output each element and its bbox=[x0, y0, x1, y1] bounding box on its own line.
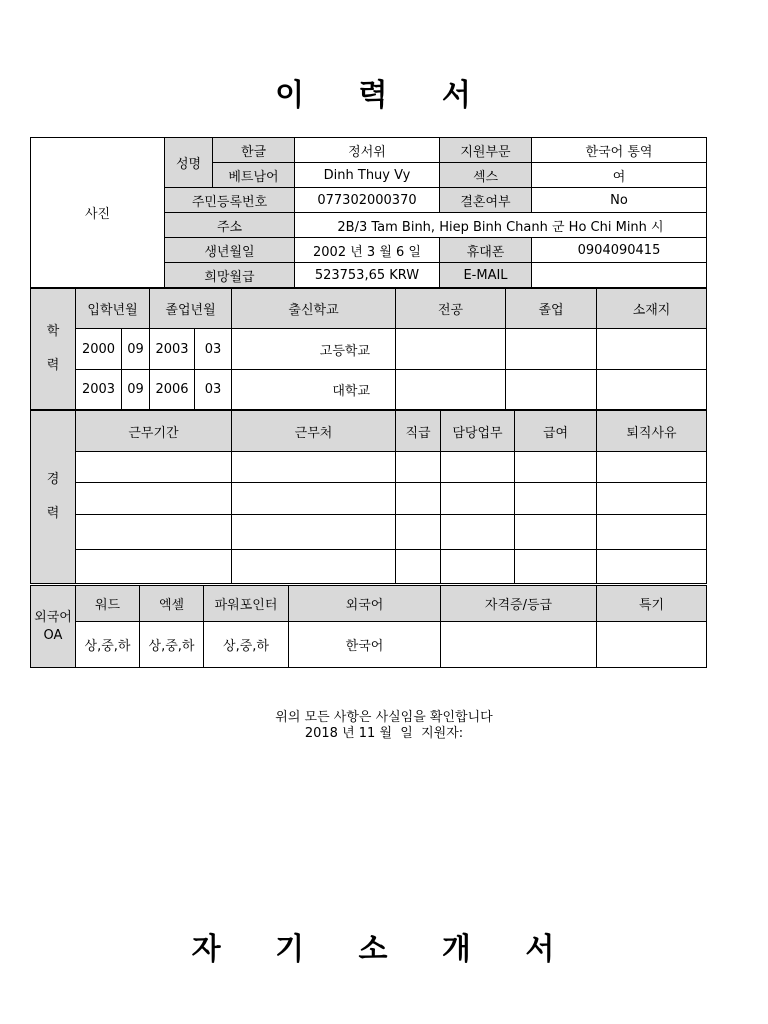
document-title: 이 력 서 bbox=[275, 78, 493, 113]
edu-row2-in-month: 09 bbox=[122, 370, 150, 410]
career-header-salary: 급여 bbox=[515, 411, 597, 452]
career-table bbox=[30, 410, 707, 584]
skills-header-specialty: 특기 bbox=[597, 586, 707, 622]
birth-label: 생년월일 bbox=[165, 238, 295, 263]
career-header-duty: 담당업무 bbox=[441, 411, 515, 452]
salary-label: 희망월급 bbox=[165, 263, 295, 288]
name-label: 성명 bbox=[165, 138, 213, 188]
married-value: No bbox=[532, 188, 707, 213]
self-introduction-title: 자 기 소 개 서 bbox=[191, 932, 577, 967]
skills-excel-value: 상,중,하 bbox=[140, 622, 204, 668]
edu-row2-graduated bbox=[506, 370, 597, 410]
phone-value: 0904090415 bbox=[532, 238, 707, 263]
email-value bbox=[532, 263, 707, 288]
skills-section-label bbox=[31, 586, 76, 668]
skills-header-certificate: 자격증/등급 bbox=[441, 586, 597, 622]
career-header-company: 근무처 bbox=[232, 411, 396, 452]
edu-header-grad: 졸업년월 bbox=[150, 289, 232, 329]
skills-header-language: 외국어 bbox=[289, 586, 441, 622]
skills-header-excel: 엑셀 bbox=[140, 586, 204, 622]
hangul-label: 한글 bbox=[213, 138, 295, 163]
edu-row1-major bbox=[396, 329, 506, 370]
skills-certificate-value bbox=[441, 622, 597, 668]
edu-row1-graduated bbox=[506, 329, 597, 370]
edu-header-graduated: 졸업 bbox=[506, 289, 597, 329]
skills-header-word: 워드 bbox=[76, 586, 140, 622]
education-label-1: 학 bbox=[46, 324, 60, 339]
id-value: 077302000370 bbox=[295, 188, 440, 213]
address-label: 주소 bbox=[165, 213, 295, 238]
name-korean: 정서위 bbox=[295, 138, 440, 163]
education-table bbox=[30, 288, 707, 410]
dept-value: 한국어 통역 bbox=[532, 138, 707, 163]
name-viet: Dinh Thuy Vy bbox=[295, 163, 440, 188]
edu-row2-out-month: 03 bbox=[195, 370, 232, 410]
career-header-period: 근무기간 bbox=[76, 411, 232, 452]
table-row bbox=[31, 452, 707, 483]
address-value: 2B/3 Tam Binh, Hiep Binh Chanh 군 Ho Chi Minh 시 bbox=[295, 213, 707, 238]
skills-word-value: 상,중,하 bbox=[76, 622, 140, 668]
salary-value: 523753,65 KRW bbox=[295, 263, 440, 288]
skills-powerpoint-value: 상,중,하 bbox=[204, 622, 289, 668]
education-label-2: 력 bbox=[46, 358, 60, 373]
table-row bbox=[31, 483, 707, 515]
edu-row2-out-year: 2006 bbox=[150, 370, 195, 410]
skills-specialty-value bbox=[597, 622, 707, 668]
edu-header-entry: 입학년월 bbox=[76, 289, 150, 329]
date-applicant-line: 2018 년 11 월 일 지원자: bbox=[304, 726, 464, 741]
edu-row1-in-year: 2000 bbox=[76, 329, 122, 370]
phone-label: 휴대폰 bbox=[440, 238, 532, 263]
education-section-label bbox=[31, 289, 76, 410]
career-label-1: 경 bbox=[46, 472, 60, 487]
confirmation-text: 위의 모든 사항은 사실임을 확인합니다 bbox=[275, 710, 493, 725]
table-row bbox=[31, 550, 707, 584]
edu-row1-school: 고등학교 bbox=[232, 329, 396, 370]
photo-cell: 사진 bbox=[31, 138, 165, 288]
email-label: E-MAIL bbox=[440, 263, 532, 288]
edu-row2-in-year: 2003 bbox=[76, 370, 122, 410]
skills-label-2: OA bbox=[43, 627, 63, 643]
career-header-position: 직급 bbox=[396, 411, 441, 452]
skills-header-powerpoint: 파워포인터 bbox=[204, 586, 289, 622]
career-section-label bbox=[31, 411, 76, 584]
edu-header-location: 소재지 bbox=[597, 289, 707, 329]
table-row bbox=[31, 515, 707, 550]
skills-table bbox=[30, 585, 707, 668]
edu-row2-location bbox=[597, 370, 707, 410]
edu-row1-out-month: 03 bbox=[195, 329, 232, 370]
married-label: 결혼여부 bbox=[440, 188, 532, 213]
profile-table bbox=[30, 137, 707, 288]
sex-label: 섹스 bbox=[440, 163, 532, 188]
edu-row1-location bbox=[597, 329, 707, 370]
edu-row2-major bbox=[396, 370, 506, 410]
edu-row1-in-month: 09 bbox=[122, 329, 150, 370]
skills-language-value: 한국어 bbox=[289, 622, 441, 668]
id-label: 주민등록번호 bbox=[165, 188, 295, 213]
career-header-reason: 퇴직사유 bbox=[597, 411, 707, 452]
birth-value: 2002 년 3 월 6 일 bbox=[295, 238, 440, 263]
dept-label: 지원부문 bbox=[440, 138, 532, 163]
skills-label-1: 외국어 bbox=[34, 609, 72, 625]
edu-row2-school: 대학교 bbox=[232, 370, 396, 410]
career-label-2: 력 bbox=[46, 506, 60, 521]
edu-row1-out-year: 2003 bbox=[150, 329, 195, 370]
edu-header-school: 출신학교 bbox=[232, 289, 396, 329]
sex-value: 여 bbox=[532, 163, 707, 188]
viet-label: 베트남어 bbox=[213, 163, 295, 188]
edu-header-major: 전공 bbox=[396, 289, 506, 329]
